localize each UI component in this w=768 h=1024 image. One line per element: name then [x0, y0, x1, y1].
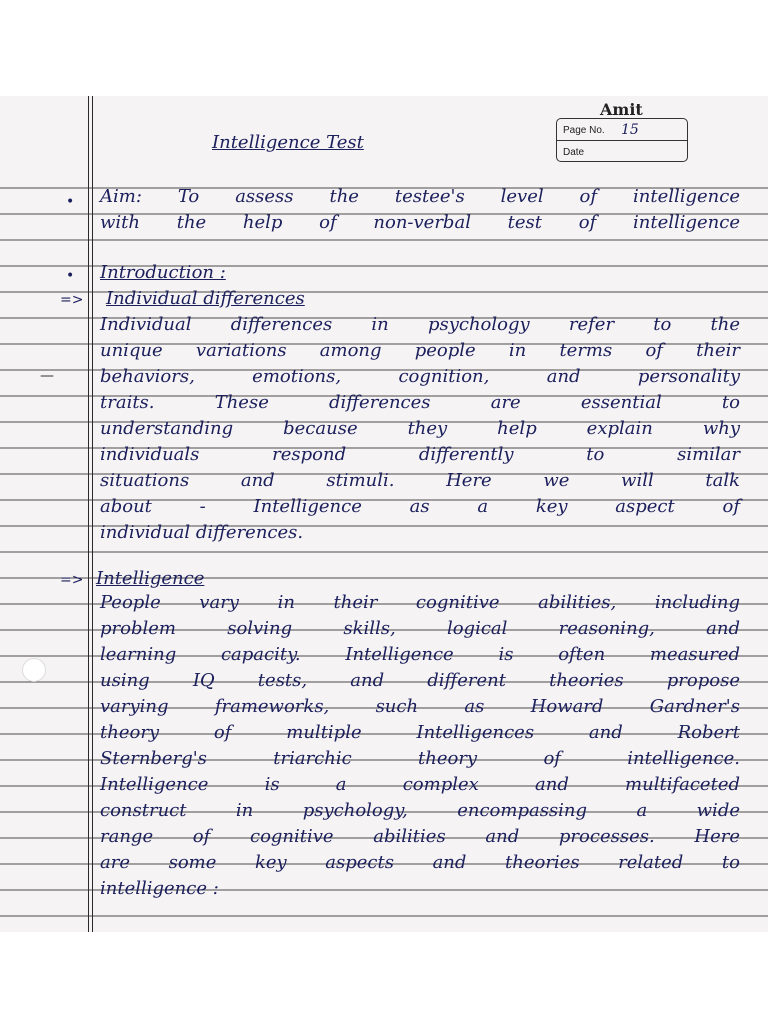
- text-line: Sternberg's triarchic theory of intelligence.: [100, 748, 740, 769]
- text-line: problem solving skills, logical reasoning, and: [100, 618, 740, 639]
- page-title: Intelligence Test: [212, 132, 364, 153]
- text-line: Individual differences in psychology refer to the: [100, 314, 740, 335]
- aim-line: with the help of non-verbal test of intelligence: [100, 212, 740, 233]
- text-line: construct in psychology, encompassing a wide: [100, 800, 740, 821]
- page-info-box: [556, 118, 688, 162]
- page-box-divider: [557, 140, 687, 141]
- intelligence-arrow: =>: [60, 572, 84, 588]
- notebook-brand: Amit: [600, 100, 643, 119]
- intro-arrow: =>: [60, 292, 84, 308]
- text-line: individuals respond differently to similar: [100, 444, 740, 465]
- intro-bullet: •: [66, 268, 75, 284]
- text-line: traits. These differences are essential to: [100, 392, 740, 413]
- page-no-value: 15: [621, 122, 639, 138]
- intelligence-heading: Intelligence: [96, 568, 205, 589]
- intro-paragraph: [100, 314, 740, 544]
- margin-line-right: [92, 96, 93, 932]
- aim-bullet: •: [66, 194, 75, 210]
- text-line: Intelligence is a complex and multifaceted: [100, 774, 740, 795]
- notebook-page: [0, 96, 768, 932]
- binder-hole: [22, 658, 46, 682]
- text-line: intelligence :: [100, 878, 219, 899]
- text-line: range of cognitive abilities and processes. Here: [100, 826, 740, 847]
- text-line: behaviors, emotions, cognition, and personality: [100, 366, 740, 387]
- intro-heading: Introduction :: [100, 262, 226, 283]
- text-line: using IQ tests, and different theories propose: [100, 670, 740, 691]
- text-line: learning capacity. Intelligence is often measured: [100, 644, 740, 665]
- aim-line: Aim: To assess the testee's level of intelligence: [100, 186, 740, 207]
- text-line: are some key aspects and theories related to: [100, 852, 740, 873]
- text-line: individual differences.: [100, 522, 304, 543]
- text-line: theory of multiple Intelligences and Robert: [100, 722, 740, 743]
- text-line: unique variations among people in terms of their: [100, 340, 740, 361]
- text-line: understanding because they help explain why: [100, 418, 740, 439]
- text-line: People vary in their cognitive abilities, including: [100, 592, 740, 613]
- intelligence-paragraph: [100, 592, 740, 900]
- margin-line-left: [88, 96, 89, 932]
- date-label: Date: [563, 147, 585, 158]
- text-line: varying frameworks, such as Howard Gardner's: [100, 696, 740, 717]
- margin-dash: —: [40, 368, 54, 384]
- aim-section: [100, 186, 740, 234]
- intro-subheading: Individual differences: [106, 288, 305, 309]
- page-no-label: Page No.: [563, 125, 605, 136]
- text-line: situations and stimuli. Here we will talk: [100, 470, 740, 491]
- text-line: about - Intelligence as a key aspect of: [100, 496, 740, 517]
